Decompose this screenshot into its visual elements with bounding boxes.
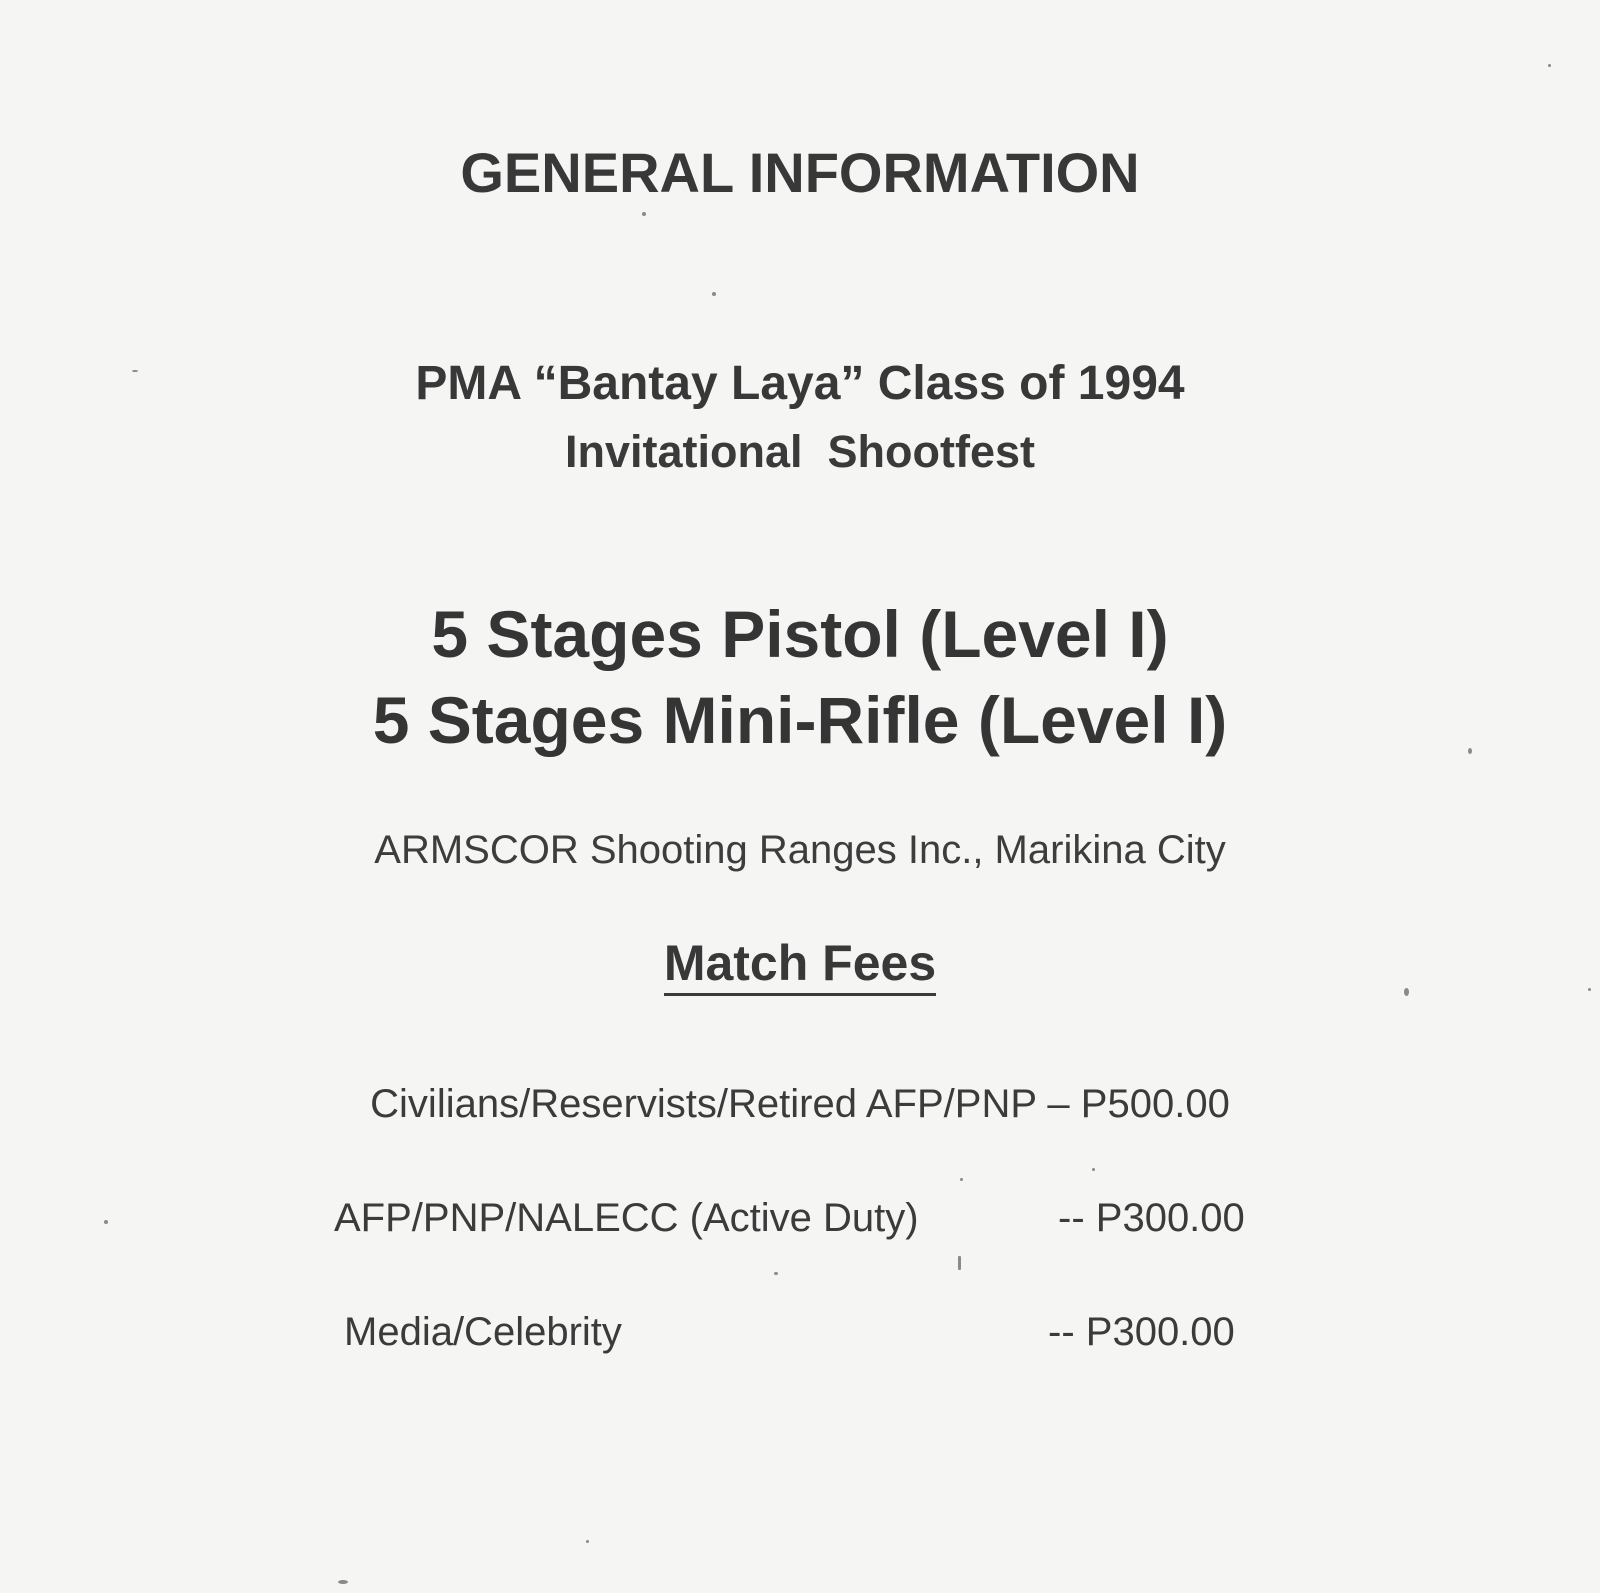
scan-speck — [712, 292, 716, 296]
scan-speck — [132, 370, 138, 372]
fees-heading — [0, 934, 1600, 992]
fee-row-media — [344, 1310, 622, 1355]
fee-amount: P300.00 — [1095, 1196, 1245, 1240]
fees-heading-text: Match Fees — [664, 935, 936, 996]
document-title: GENERAL INFORMATION — [460, 141, 1140, 204]
stage-mini-rifle: 5 Stages Mini-Rifle (Level I) — [372, 683, 1228, 757]
scan-speck — [104, 1220, 108, 1224]
scan-speck — [1588, 988, 1591, 991]
fee-row-active-duty-amount — [1058, 1196, 1245, 1241]
scan-speck — [1468, 748, 1472, 754]
fee-separator: -- — [1058, 1196, 1085, 1240]
scan-speck — [1092, 1168, 1095, 1171]
scan-speck — [960, 1178, 963, 1181]
fee-category: Media/Celebrity — [344, 1310, 622, 1354]
event-subtitle: Invitational Shootfest — [564, 426, 1036, 477]
scan-speck — [1404, 988, 1409, 996]
event-title: PMA “Bantay Laya” Class of 1994 — [415, 357, 1185, 410]
fee-category: AFP/PNP/NALECC (Active Duty) — [334, 1196, 919, 1240]
fee-row-media-amount — [1048, 1310, 1235, 1355]
venue: ARMSCOR Shooting Ranges Inc., Marikina City — [374, 828, 1226, 872]
scan-speck — [958, 1256, 961, 1270]
scan-speck — [338, 1580, 348, 1584]
scan-speck — [1548, 64, 1551, 67]
scan-speck — [774, 1272, 778, 1275]
fee-separator: -- — [1048, 1310, 1075, 1354]
fee-row-civilians — [0, 1082, 1600, 1127]
fee-row-active-duty — [334, 1196, 919, 1241]
fee-category: Civilians/Reservists/Retired AFP/PNP — [370, 1082, 1037, 1126]
fee-separator: – — [1047, 1082, 1070, 1126]
scan-speck — [642, 212, 646, 216]
fee-amount: P500.00 — [1080, 1082, 1230, 1126]
stage-pistol: 5 Stages Pistol (Level I) — [431, 597, 1169, 671]
fee-amount: P300.00 — [1085, 1310, 1235, 1354]
scan-speck — [586, 1540, 589, 1543]
